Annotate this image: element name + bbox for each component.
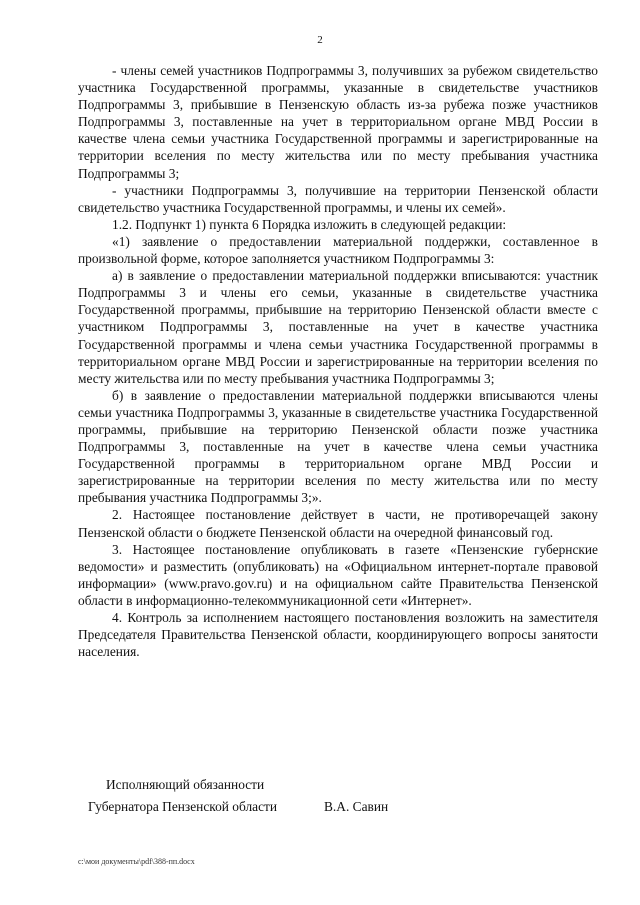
- signature-block: [88, 774, 389, 818]
- page-number: 2: [317, 34, 323, 46]
- paragraph-1-2: 1.2. Подпункт 1) пункта 6 Порядка изложить в следующей редакции:: [112, 216, 507, 232]
- paragraph-subitem-1: «1) заявление о предоставлении материальной поддержки, составленное в произвольной форме, которое заполняется участником Подпрограммы 3:: [78, 233, 598, 267]
- signature-role-line1: Исполняющий обязанности: [106, 777, 265, 792]
- paragraph-family-members: - члены семей участников Подпрограммы 3, получивших за рубежом свидетельство участника Государственной программы, указанные в свидетельстве участников Подпрограммы 3, прибывшие в Пензенскую область из-за рубежа позже участников Подпрограммы 3, поставленные на учет в территориальном органе МВД России в качестве члена семьи участника Государственной программы и зарегистрированные на территории вселения по месту жительства или по месту пребывания участника Подпрограммы 3;: [78, 63, 598, 181]
- document-body: [78, 62, 598, 660]
- signature-role-line2: Губернатора Пензенской области: [88, 799, 278, 814]
- paragraph-participants-penza: - участники Подпрограммы 3, получившие на территории Пензенской области свидетельство участника Государственной программы, и члены их семей».: [78, 182, 598, 215]
- paragraph-subitem-a: а) в заявление о предоставлении материальной поддержки вписываются: участник Подпрограммы 3 и члены его семьи, указанные в свидетельстве участника Государственной программы, прибывшие на территорию Пензенской области вместе с участником Подпрограммы 3, поставленные на учет в качестве участника Государственной программы и члена семьи участника Государственной программы в территориальном органе МВД России и зарегистрированные на территории вселения по месту жительства или по месту пребывания участника Подпрограммы 3;: [78, 268, 598, 386]
- signature-name: В.А. Савин: [324, 799, 389, 814]
- footer-file-path: c:\мои документы\pdf\388-пп.docx: [78, 857, 195, 866]
- paragraph-item-4: 4. Контроль за исполнением настоящего постановления возложить на заместителя Председателя Правительства Пензенской области, координирующего вопросы занятости населения.: [78, 610, 598, 660]
- paragraph-item-2: 2. Настоящее постановление действует в части, не противоречащей закону Пензенской области о бюджете Пензенской области на очередной финансовый год.: [78, 507, 598, 540]
- paragraph-subitem-b: б) в заявление о предоставлении материальной поддержки вписываются члены семьи участника Подпрограммы 3, указанные в свидетельстве участника Государственной программы, прибывшие на территорию Пензенской области позже участника Подпрограммы 3, поставленные на учет в качестве члена семьи участника Государственной программы в территориальном органе МВД России и зарегистрированные на территории вселения по месту жительства или по месту пребывания участника Подпрограммы 3;».: [78, 387, 598, 506]
- paragraph-item-3: 3. Настоящее постановление опубликовать в газете «Пензенские губернские ведомости» и разместить (опубликовать) на «Официальном интернет-портале правовой информации» (www.pravo.gov.ru) и на официальном сайте Правительства Пензенской области в информационно-телекоммуникационной сети «Интернет».: [78, 541, 598, 608]
